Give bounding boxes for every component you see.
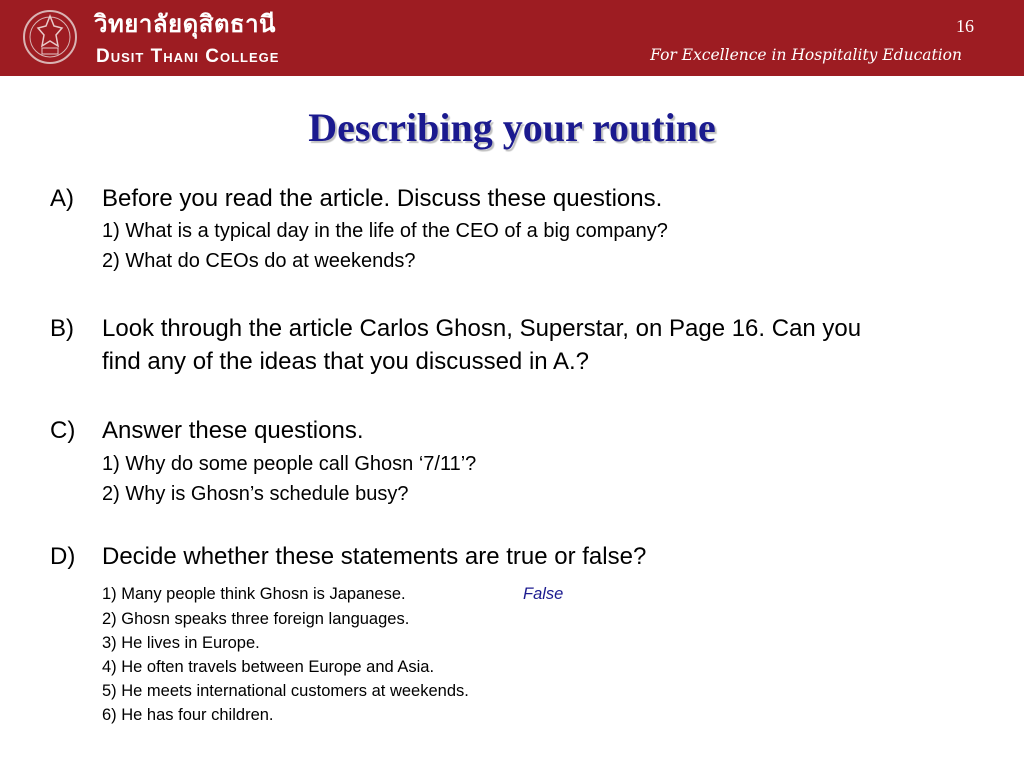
section-c-letter: C) [50,417,76,444]
college-seal-icon [22,4,78,70]
section-c-question: 2) Why is Ghosn’s schedule busy? [102,483,409,505]
section-b-letter: B) [50,315,74,342]
college-tagline: For Excellence in Hospitality Education [650,46,962,64]
section-a-letter: A) [50,185,74,212]
section-a-question: 2) What do CEOs do at weekends? [102,250,416,272]
section-d-letter: D) [50,543,76,570]
section-d-statement: 5) He meets international customers at weekends. [102,682,469,700]
header-banner [0,0,1024,76]
section-c-lead: Answer these questions. [102,417,364,444]
section-d-statement: 2) Ghosn speaks three foreign languages. [102,610,410,628]
section-b-lead-line: Look through the article Carlos Ghosn, Superstar, on Page 16. Can you [102,315,862,342]
section-b-lead-line: find any of the ideas that you discussed in A.? [102,348,589,375]
section-d-answer: False [523,585,564,603]
section-d-statement: 3) He lives in Europe. [102,634,260,652]
slide-title: Describing your routine [308,105,716,150]
section-d-statement: 6) He has four children. [102,706,274,724]
section-a-question: 1) What is a typical day in the life of the CEO of a big company? [102,220,668,242]
section-c-question: 1) Why do some people call Ghosn ‘7/11’? [102,453,477,475]
slide-number: 16 [956,16,974,36]
section-d-statement: 4) He often travels between Europe and Asia. [102,658,435,676]
section-a-lead: Before you read the article. Discuss these questions. [102,185,663,212]
college-name: Dusit Thani College [96,46,280,67]
college-thai-name: วิทยาลัยดุสิตธานี [94,10,276,38]
section-d-statement: 1) Many people think Ghosn is Japanese. [102,585,406,603]
section-d-lead: Decide whether these statements are true or false? [102,543,647,570]
